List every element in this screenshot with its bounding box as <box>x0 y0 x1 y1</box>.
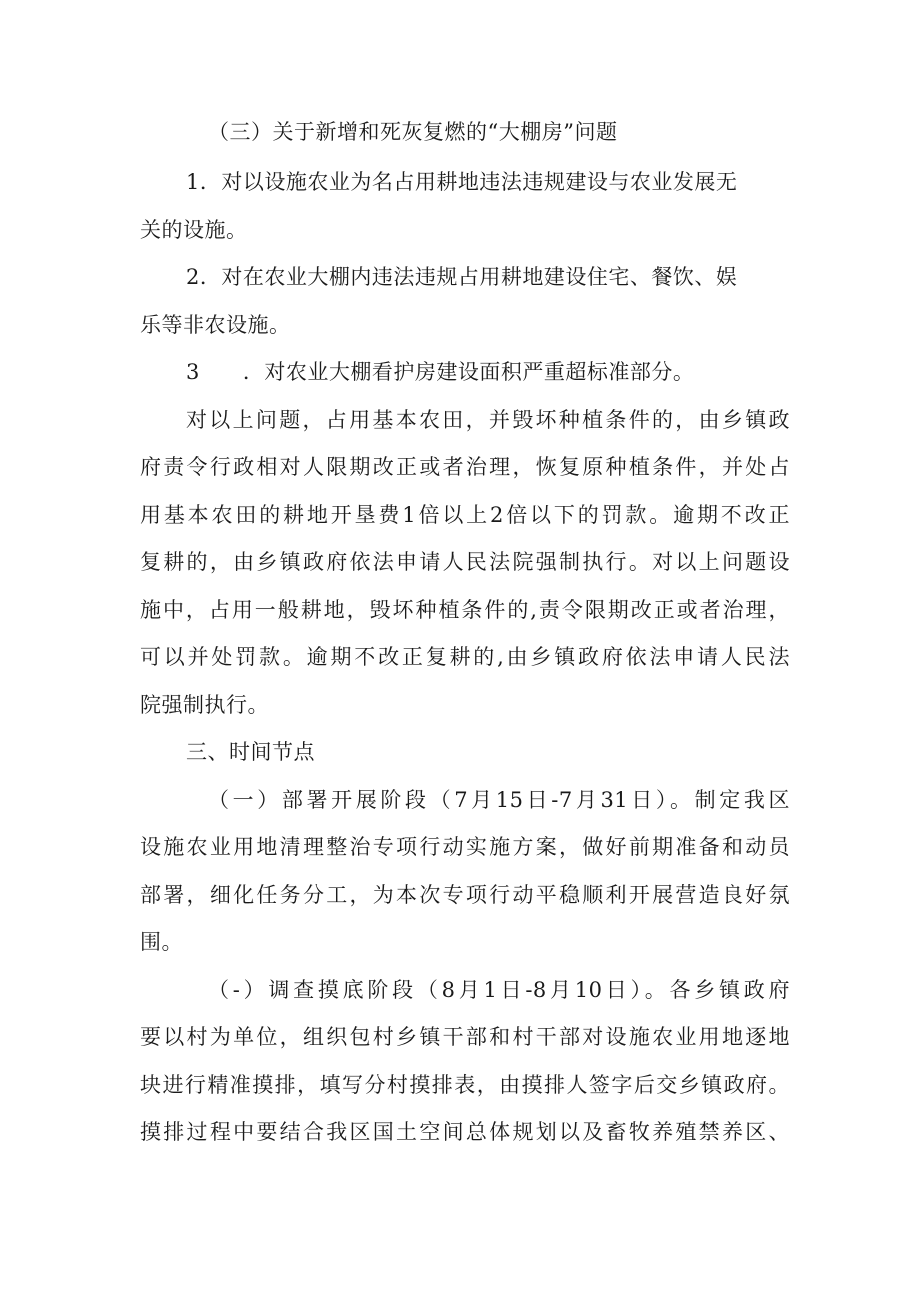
item-2-line-1: 2．对在农业大棚内违法违规占用耕地建设住宅、餐饮、娱 <box>186 265 738 289</box>
paragraph-penalty-line-4: 复耕的，由乡镇政府依法申请人民法院强制执行。对以上问题设 <box>140 550 790 574</box>
item-1-line-1: 1．对以设施农业为名占用耕地违法违规建设与农业发展无 <box>186 170 738 194</box>
paragraph-penalty-line-6: 可以并处罚款。逾期不改正复耕的,由乡镇政府依法申请人民法 <box>140 645 790 669</box>
paragraph-penalty-line-1: 对以上问题，占用基本农田，并毁坏种植条件的，由乡镇政 <box>186 408 790 432</box>
stage-2-line-3: 块进行精准摸排，填写分村摸排表，由摸排人签字后交乡镇政府。 <box>140 1073 790 1097</box>
paragraph-penalty-line-2: 府责令行政相对人限期改正或者治理，恢复原种植条件，并处占 <box>140 455 790 479</box>
item-1-line-2: 关的设施。 <box>140 218 248 242</box>
section-heading-time-nodes: 三、时间节点 <box>186 740 315 764</box>
item-3-line-1: 3 ．对农业大棚看护房建设面积严重超标准部分。 <box>186 360 695 384</box>
stage-1-line-2: 设施农业用地清理整治专项行动实施方案，做好前期准备和动员 <box>140 835 790 859</box>
paragraph-penalty-line-3: 用基本农田的耕地开垦费1倍以上2倍以下的罚款。逾期不改正 <box>140 503 790 527</box>
stage-2-line-4: 摸排过程中要结合我区国土空间总体规划以及畜牧养殖禁养区、 <box>140 1120 790 1144</box>
item-2-line-2: 乐等非农设施。 <box>140 313 291 337</box>
stage-1-line-1: （一）部署开展阶段（7月15日-7月31日）。制定我区 <box>208 788 790 812</box>
stage-2-line-2: 要以村为单位，组织包村乡镇干部和村干部对设施农业用地逐地 <box>140 1025 790 1049</box>
paragraph-penalty-line-7: 院强制执行。 <box>140 693 269 717</box>
stage-1-line-4: 围。 <box>140 930 183 954</box>
stage-2-line-1: （-）调查摸底阶段（8月1日-8月10日）。各乡镇政府 <box>208 978 790 1002</box>
section-heading-3: （三）关于新增和死灰复燃的“大棚房”问题 <box>208 120 618 144</box>
stage-1-line-3: 部署，细化任务分工，为本次专项行动平稳顺利开展营造良好氛 <box>140 883 790 907</box>
paragraph-penalty-line-5: 施中，占用一般耕地，毁坏种植条件的,责令限期改正或者治理， <box>140 598 790 622</box>
